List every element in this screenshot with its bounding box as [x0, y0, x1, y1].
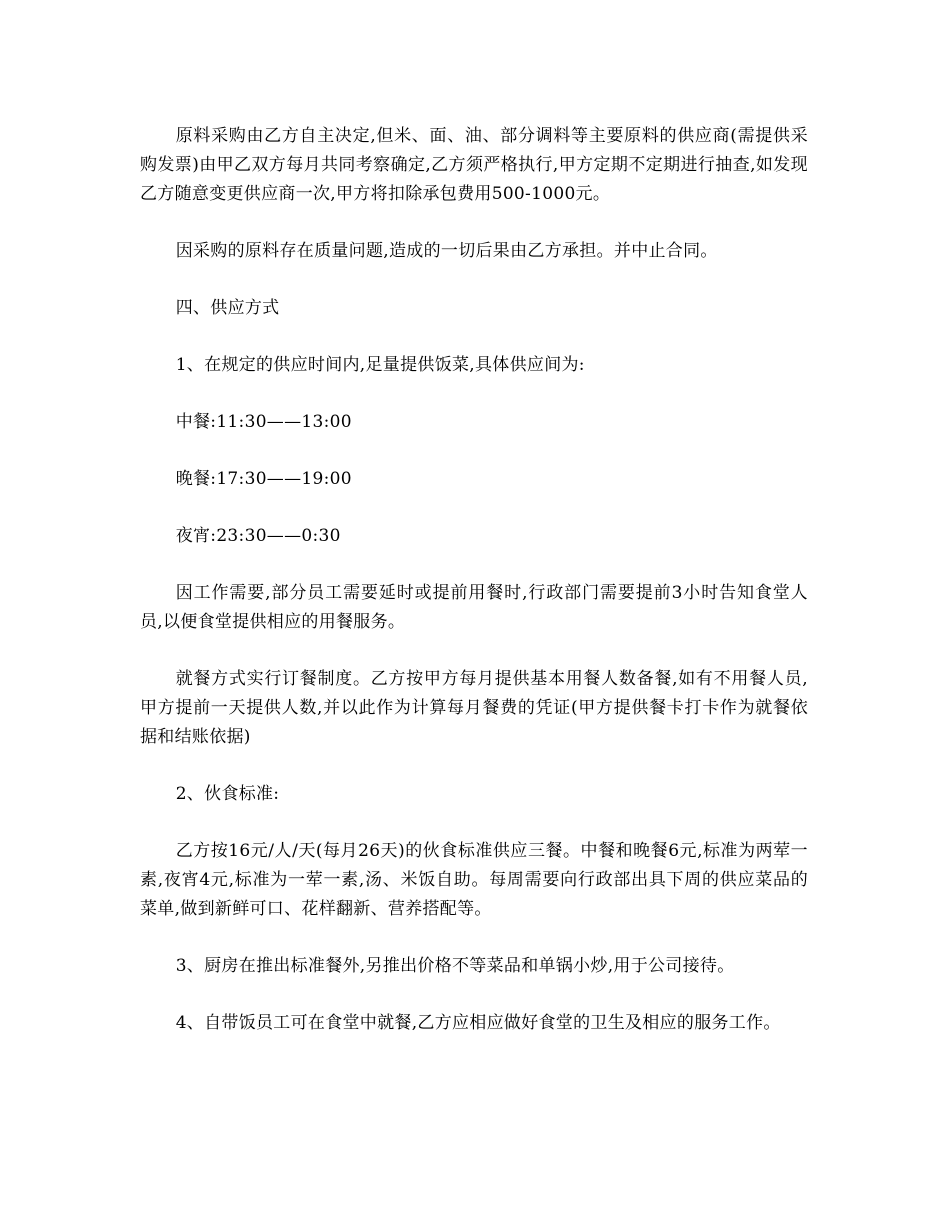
- paragraph-meal-standard: 乙方按16元/人/天(每月26天)的伙食标准供应三餐。中餐和晚餐6元,标准为两荤一素,夜宵4元,标准为一荤一素,汤、米饭自助。每周需要向行政部出具下周的供应菜品的菜单,做到新鲜可口、花样翻新、营养搭配等。: [140, 841, 808, 919]
- paragraph-own-meal-employees: 4、自带饭员工可在食堂中就餐,乙方应相应做好食堂的卫生及相应的服务工作。: [175, 1013, 781, 1033]
- subheading-meal-standard: 2、伙食标准:: [175, 784, 280, 804]
- meal-time-late-night: 夜宵:23:30——0:30: [175, 526, 341, 546]
- paragraph-ordering-system: 就餐方式实行订餐制度。乙方按甲方每月提供基本用餐人数备餐,如有不用餐人员,甲方提前一天提供人数,并以此作为计算每月餐费的凭证(甲方提供餐卡打卡作为就餐依据和结账依据): [140, 669, 808, 747]
- paragraph-schedule-change: 因工作需要,部分员工需要延时或提前用餐时,行政部门需要提前3小时告知食堂人员,以便食堂提供相应的用餐服务。: [140, 583, 808, 632]
- meal-time-dinner: 晚餐:17:30——19:00: [175, 469, 352, 489]
- paragraph-kitchen-extra-dishes: 3、厨房在推出标准餐外,另推出价格不等菜品和单锅小炒,用于公司接待。: [175, 956, 735, 976]
- meal-time-lunch: 中餐:11:30——13:00: [175, 412, 352, 432]
- paragraph-quality-liability: 因采购的原料存在质量问题,造成的一切后果由乙方承担。并中止合同。: [175, 241, 718, 261]
- document-body: [140, 122, 808, 1066]
- paragraph-supply-time: 1、在规定的供应时间内,足量提供饭菜,具体供应间为:: [175, 355, 585, 375]
- section-heading-supply-method: 四、供应方式: [175, 298, 280, 318]
- paragraph-raw-material-procurement: 原料采购由乙方自主决定,但米、面、油、部分调料等主要原料的供应商(需提供采购发票)由甲乙双方每月共同考察确定,乙方须严格执行,甲方定期不定期进行抽查,如发现乙方随意变更供应商一次,甲方将扣除承包费用500-1000元。: [140, 126, 808, 204]
